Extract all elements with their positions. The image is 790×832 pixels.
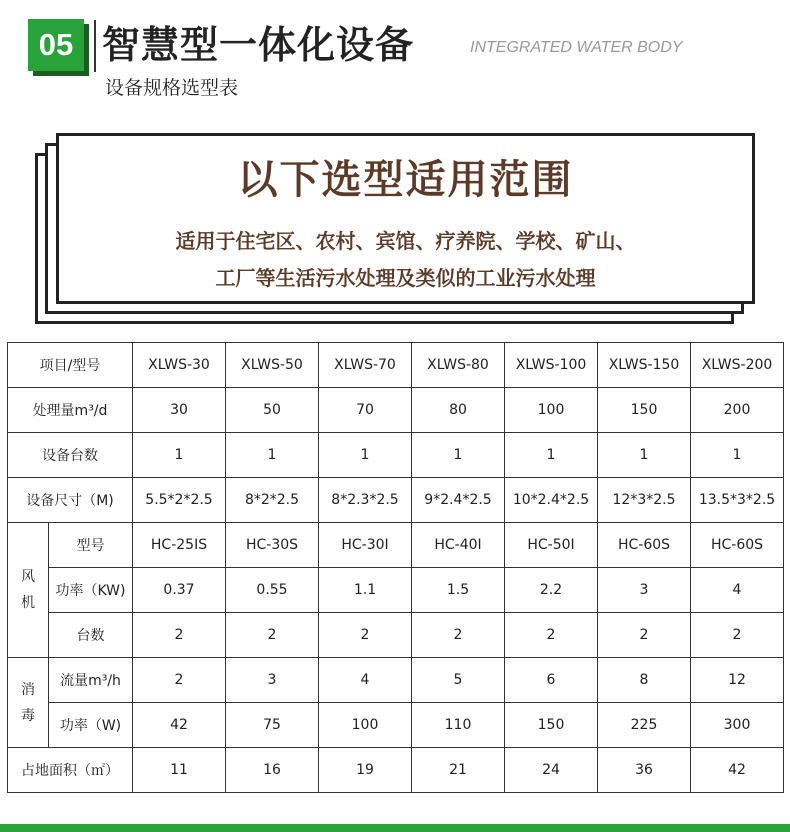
- table-cell: HC-40I: [412, 523, 505, 568]
- table-cell: 1: [505, 433, 598, 478]
- table-cell: 1: [412, 433, 505, 478]
- table-cell: 2: [133, 613, 226, 658]
- table-cell: 13.5*3*2.5: [691, 478, 784, 523]
- bottom-accent-bar: [0, 824, 790, 832]
- table-cell: 1: [319, 433, 412, 478]
- table-cell: 2: [505, 613, 598, 658]
- table-cell: 1.1: [319, 568, 412, 613]
- table-cell: 36: [598, 748, 691, 793]
- header-cell-model: XLWS-80: [412, 343, 505, 388]
- table-cell: 2: [319, 613, 412, 658]
- table-row-disinfect-flow: [8, 658, 784, 703]
- table-cell: 30: [133, 388, 226, 433]
- table-cell: 150: [505, 703, 598, 748]
- table-row-units: [8, 433, 784, 478]
- table-cell: 12: [691, 658, 784, 703]
- table-cell: HC-60S: [691, 523, 784, 568]
- table-cell: 0.55: [226, 568, 319, 613]
- table-cell: 150: [598, 388, 691, 433]
- table-cell: 1: [691, 433, 784, 478]
- table-cell: 9*2.4*2.5: [412, 478, 505, 523]
- table-cell: 8: [598, 658, 691, 703]
- page-title: 智慧型一体化设备: [102, 23, 415, 67]
- header-cell-model: XLWS-50: [226, 343, 319, 388]
- group-label-fan-char1: 风: [21, 569, 35, 585]
- table-row-fan-model: [8, 523, 784, 568]
- table-row-area: [8, 748, 784, 793]
- table-row-disinfect-power: [8, 703, 784, 748]
- row-label: 处理量m³/d: [8, 388, 133, 433]
- group-label-disinfect-char2: 毒: [21, 707, 35, 724]
- row-label: 型号: [49, 523, 133, 568]
- row-label: 占地面积（㎡）: [8, 748, 133, 793]
- group-label-disinfect: [8, 658, 49, 748]
- table-cell: HC-50I: [505, 523, 598, 568]
- table-cell: 1: [226, 433, 319, 478]
- table-row-fan-count: [8, 613, 784, 658]
- header-cell-label: 项目/型号: [8, 343, 133, 388]
- table-header-row: [8, 343, 784, 388]
- table-cell: 2: [691, 613, 784, 658]
- scope-description-line1: 适用于住宅区、农村、宾馆、疗养院、学校、矿山、: [175, 229, 636, 253]
- row-label: 流量m³/h: [49, 658, 133, 703]
- table-cell: 2: [412, 613, 505, 658]
- group-label-fan-char2: 机: [21, 595, 35, 611]
- table-cell: 1: [133, 433, 226, 478]
- table-cell: 110: [412, 703, 505, 748]
- table-cell: 19: [319, 748, 412, 793]
- table-cell: HC-25IS: [133, 523, 226, 568]
- table-cell: 1: [598, 433, 691, 478]
- table-cell: 42: [691, 748, 784, 793]
- row-label: 功率（KW): [49, 568, 133, 613]
- table-cell: 75: [226, 703, 319, 748]
- table-cell: 4: [319, 658, 412, 703]
- table-cell: 21: [412, 748, 505, 793]
- table-cell: 11: [133, 748, 226, 793]
- row-label: 设备台数: [8, 433, 133, 478]
- table-cell: 8*2.3*2.5: [319, 478, 412, 523]
- header-cell-model: XLWS-30: [133, 343, 226, 388]
- table-cell: HC-30I: [319, 523, 412, 568]
- row-label: 台数: [49, 613, 133, 658]
- table-cell: HC-60S: [598, 523, 691, 568]
- table-cell: 2.2: [505, 568, 598, 613]
- table-cell: 4: [691, 568, 784, 613]
- scope-description-line2: 工厂等生活污水处理及类似的工业污水处理: [215, 266, 596, 290]
- table-cell: 42: [133, 703, 226, 748]
- table-cell: 80: [412, 388, 505, 433]
- row-label: 设备尺寸（M): [8, 478, 133, 523]
- header-cell-model: XLWS-200: [691, 343, 784, 388]
- table-row-capacity: [8, 388, 784, 433]
- section-number-badge: 05: [28, 19, 84, 71]
- row-label: 功率（W): [49, 703, 133, 748]
- table-cell: HC-30S: [226, 523, 319, 568]
- header-cell-model: XLWS-150: [598, 343, 691, 388]
- table-cell: 70: [319, 388, 412, 433]
- spec-table: [7, 342, 784, 793]
- table-cell: 2: [226, 613, 319, 658]
- table-cell: 300: [691, 703, 784, 748]
- header-cell-model: XLWS-70: [319, 343, 412, 388]
- table-cell: 24: [505, 748, 598, 793]
- header-cell-model: XLWS-100: [505, 343, 598, 388]
- table-cell: 2: [133, 658, 226, 703]
- table-cell: 16: [226, 748, 319, 793]
- table-cell: 225: [598, 703, 691, 748]
- table-cell: 2: [598, 613, 691, 658]
- table-cell: 3: [226, 658, 319, 703]
- table-cell: 5.5*2*2.5: [133, 478, 226, 523]
- table-cell: 100: [505, 388, 598, 433]
- group-label-disinfect-char1: 消: [21, 681, 35, 698]
- group-label-fan: [8, 523, 49, 658]
- page-title-english: INTEGRATED WATER BODY: [470, 39, 683, 56]
- table-row-size: [8, 478, 784, 523]
- table-cell: 8*2*2.5: [226, 478, 319, 523]
- table-cell: 200: [691, 388, 784, 433]
- table-cell: 1.5: [412, 568, 505, 613]
- title-divider: [94, 20, 96, 72]
- table-cell: 3: [598, 568, 691, 613]
- table-cell: 12*3*2.5: [598, 478, 691, 523]
- table-row-fan-power: [8, 568, 784, 613]
- page-subtitle: 设备规格选型表: [105, 77, 239, 99]
- table-cell: 50: [226, 388, 319, 433]
- table-cell: 10*2.4*2.5: [505, 478, 598, 523]
- scope-title: 以下选型适用范围: [237, 157, 574, 203]
- table-cell: 100: [319, 703, 412, 748]
- table-cell: 6: [505, 658, 598, 703]
- table-cell: 0.37: [133, 568, 226, 613]
- table-cell: 5: [412, 658, 505, 703]
